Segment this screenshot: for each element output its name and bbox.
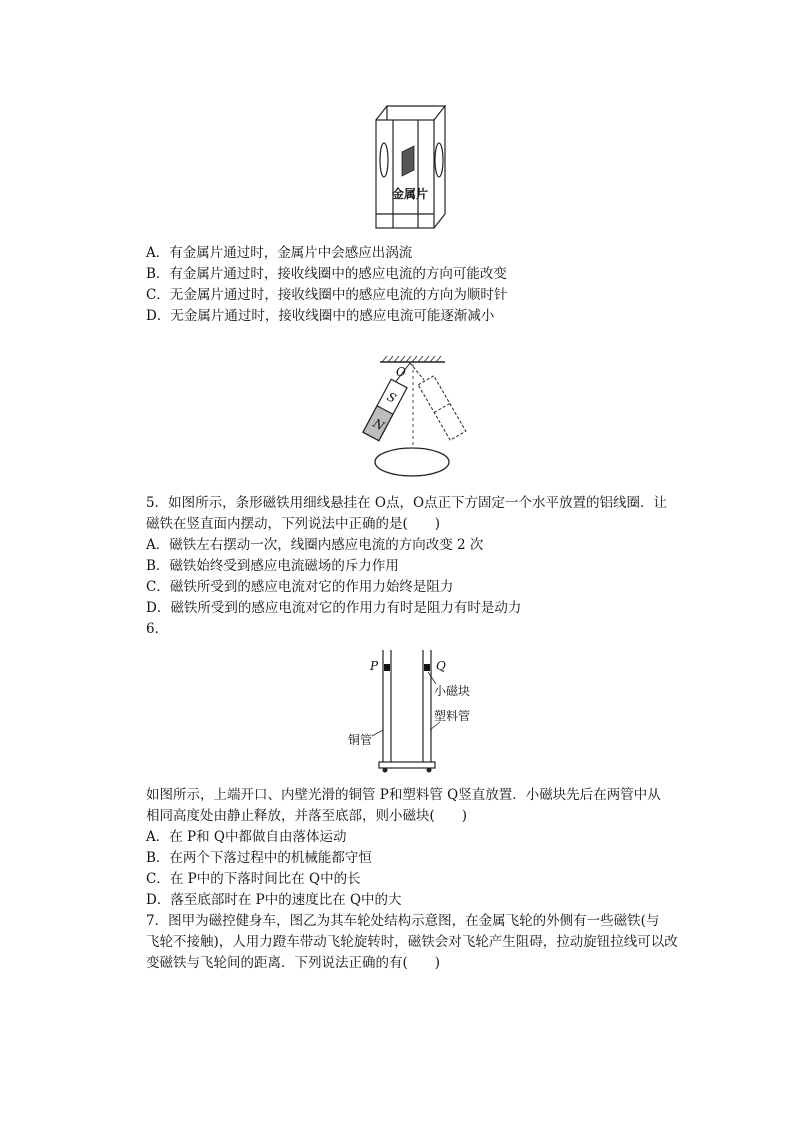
tube-q-label: Q xyxy=(436,659,446,673)
q6-option-d: D．落至底部时在 P中的速度比在 Q中的大 xyxy=(146,892,402,908)
small-magnet-label: 小磁块 xyxy=(434,684,471,698)
q4-option-b: B．有金属片通过时，接收线圈中的感应电流的方向可能改变 xyxy=(146,266,507,282)
q6-stem-line2: 相同高度处由静止释放，并落至底部，则小磁块( ) xyxy=(146,808,468,824)
magnet-q xyxy=(424,664,430,671)
q4-option-d: D．无金属片通过时，接收线圈中的感应电流可能逐渐减小 xyxy=(146,308,495,324)
metal-sheet-label: 金属片 xyxy=(392,187,429,201)
magnet-p xyxy=(384,664,390,671)
q7-line1: 7．图甲为磁控健身车，图乙为其车轮处结构示意图，在金属飞轮的外侧有一些磁铁(与 xyxy=(146,913,660,929)
tube-p-label: P xyxy=(370,659,379,673)
plastic-tube-label: 塑料管 xyxy=(434,709,471,723)
q6-option-b: B．在两个下落过程中的机械能都守恒 xyxy=(146,850,372,866)
copper-tube-label: 铜管 xyxy=(348,733,373,747)
q5-stem-line1: 5．如图所示，条形磁铁用细线悬挂在 O点，O点正下方固定一个水平放置的铝线圈．让 xyxy=(146,495,668,511)
pole-s-label: S xyxy=(384,389,399,406)
pivot-label: O xyxy=(396,365,406,379)
q6-stem-line1: 如图所示，上端开口、内壁光滑的铜管 P和塑料管 Q竖直放置．小磁块先后在两管中从 xyxy=(146,787,661,803)
q4-option-c: C．无金属片通过时，接收线圈中的感应电流的方向为顺时针 xyxy=(146,287,508,303)
pole-n-label: N xyxy=(370,416,387,434)
q5-option-c: C．磁铁所受到的感应电流对它的作用力始终是阻力 xyxy=(146,579,454,595)
q6-option-a: A．在 P和 Q中都做自由落体运动 xyxy=(146,829,347,845)
q7-line2: 飞轮不接触)，人用力蹬车带动飞轮旋转时，磁铁会对飞轮产生阻碍，拉动旋钮拉线可以改 xyxy=(146,934,678,950)
q7-line3: 变磁铁与飞轮间的距离．下列说法正确的有( ) xyxy=(146,955,441,971)
q5-option-d: D．磁铁所受到的感应电流对它的作用力有时是阻力有时是动力 xyxy=(146,600,522,616)
q5-option-b: B．磁铁始终受到感应电流磁场的斥力作用 xyxy=(146,558,399,574)
q4-option-a: A．有金属片通过时，金属片中会感应出涡流 xyxy=(146,245,413,261)
q6-option-c: C．在 P中的下落时间比在 Q中的长 xyxy=(146,871,361,887)
q6-number: 6． xyxy=(146,621,169,637)
q5-stem-line2: 磁铁在竖直面内摆动，下列说法中正确的是( ) xyxy=(146,516,441,532)
q5-option-a: A．磁铁左右摆动一次，线圈内感应电流的方向改变 2 次 xyxy=(146,537,484,553)
